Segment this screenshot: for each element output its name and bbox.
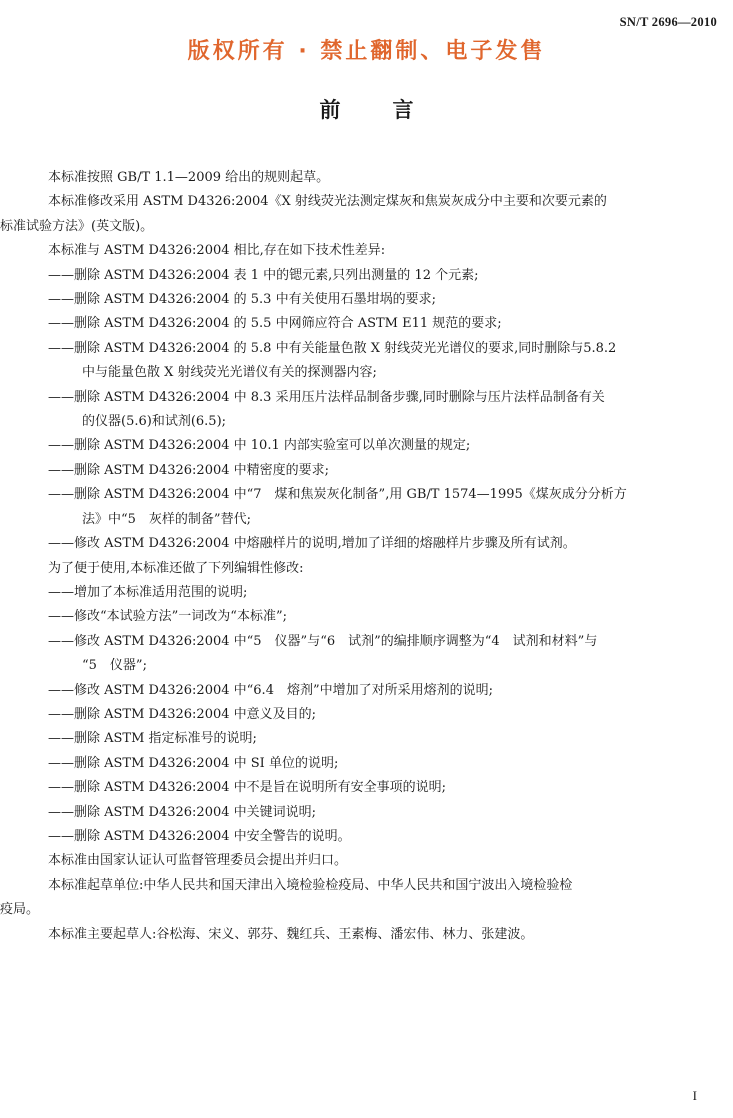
list-item-continuation: 法》中“5 灰样的制备”替代; [82, 511, 251, 527]
text-line: 本标准主要起草人:谷松海、宋义、郭芬、魏红兵、王素梅、潘宏伟、林力、张建波。 [48, 926, 534, 942]
list-item-continuation: 中与能量色散 X 射线荧光光谱仪有关的探测器内容; [82, 365, 377, 381]
list-item: ——增加了本标准适用范围的说明; [48, 584, 248, 600]
list-item: ——删除 ASTM D4326:2004 中 SI 单位的说明; [48, 755, 339, 771]
list-item: ——删除 ASTM D4326:2004 的 5.8 中有关能量色散 X 射线荧光光谱仪的要求,同时删除与5.8.2 [48, 340, 617, 356]
list-item: ——修改“本试验方法”一词改为“本标准”; [48, 609, 287, 625]
text-line: 疫局。 [0, 902, 40, 918]
list-item-continuation: “5 仪器”; [82, 658, 147, 674]
title-char-2: 言 [392, 98, 414, 122]
list-item: ——删除 ASTM D4326:2004 中意义及目的; [48, 706, 317, 722]
list-item: ——删除 ASTM 指定标准号的说明; [48, 731, 257, 747]
list-item: ——修改 ASTM D4326:2004 中“5 仪器”与“6 试剂”的编排顺序调整为“4 试剂和材料”与 [48, 633, 598, 649]
list-item: ——修改 ASTM D4326:2004 中“6.4 熔剂”中增加了对所采用熔剂的说明; [48, 682, 493, 698]
document-body [0, 166, 720, 947]
text-line: 标准试验方法》(英文版)。 [0, 218, 154, 234]
list-item: ——删除 ASTM D4326:2004 中“7 煤和焦炭灰化制备”,用 GB/T 1574—1995《煤灰成分分析方 [48, 487, 627, 503]
text-line: 本标准按照 GB/T 1.1—2009 给出的规则起草。 [48, 170, 330, 185]
text-line: 本标准修改采用 ASTM D4326:2004《X 射线荧光法测定煤灰和焦炭灰成分中主要和次要元素的 [48, 194, 607, 210]
list-item: ——删除 ASTM D4326:2004 中精密度的要求; [48, 462, 330, 478]
copyright-watermark: 版权所有 · 禁止翻制、电子发售 [187, 39, 546, 64]
list-item: ——删除 ASTM D4326:2004 中 10.1 内部实验室可以单次测量的规定; [48, 438, 471, 454]
list-item: ——删除 ASTM D4326:2004 中 8.3 采用压片法样品制备步骤,同时删除与压片法样品制备有关 [48, 389, 605, 405]
title-char-1: 前 [319, 98, 341, 122]
list-item: ——删除 ASTM D4326:2004 的 5.3 中有关使用石墨坩埚的要求; [48, 292, 436, 308]
page-number: I [692, 1088, 697, 1103]
list-item: ——删除 ASTM D4326:2004 的 5.5 中网筛应符合 ASTM E11 规范的要求; [48, 316, 502, 332]
list-item: ——删除 ASTM D4326:2004 表 1 中的锶元素,只列出测量的 12 个元素; [48, 267, 479, 283]
text-line: 为了便于使用,本标准还做了下列编辑性修改: [48, 560, 304, 576]
page-title [0, 94, 733, 124]
text-line: 本标准起草单位:中华人民共和国天津出入境检验检疫局、中华人民共和国宁波出入境检验检 [48, 877, 573, 893]
text-line: 本标准由国家认证认可监督管理委员会提出并归口。 [48, 853, 348, 869]
list-item: ——删除 ASTM D4326:2004 中关键词说明; [48, 804, 317, 820]
list-item: ——删除 ASTM D4326:2004 中安全警告的说明。 [48, 828, 351, 844]
list-item: ——删除 ASTM D4326:2004 中不是旨在说明所有安全事项的说明; [48, 780, 447, 796]
text-line: 本标准与 ASTM D4326:2004 相比,存在如下技术性差异: [48, 243, 386, 259]
list-item-continuation: 的仪器(5.6)和试剂(6.5); [82, 414, 227, 430]
standard-number: SN/T 2696—2010 [619, 15, 717, 29]
list-item: ——修改 ASTM D4326:2004 中熔融样片的说明,增加了详细的熔融样片步骤及所有试剂。 [48, 536, 576, 552]
